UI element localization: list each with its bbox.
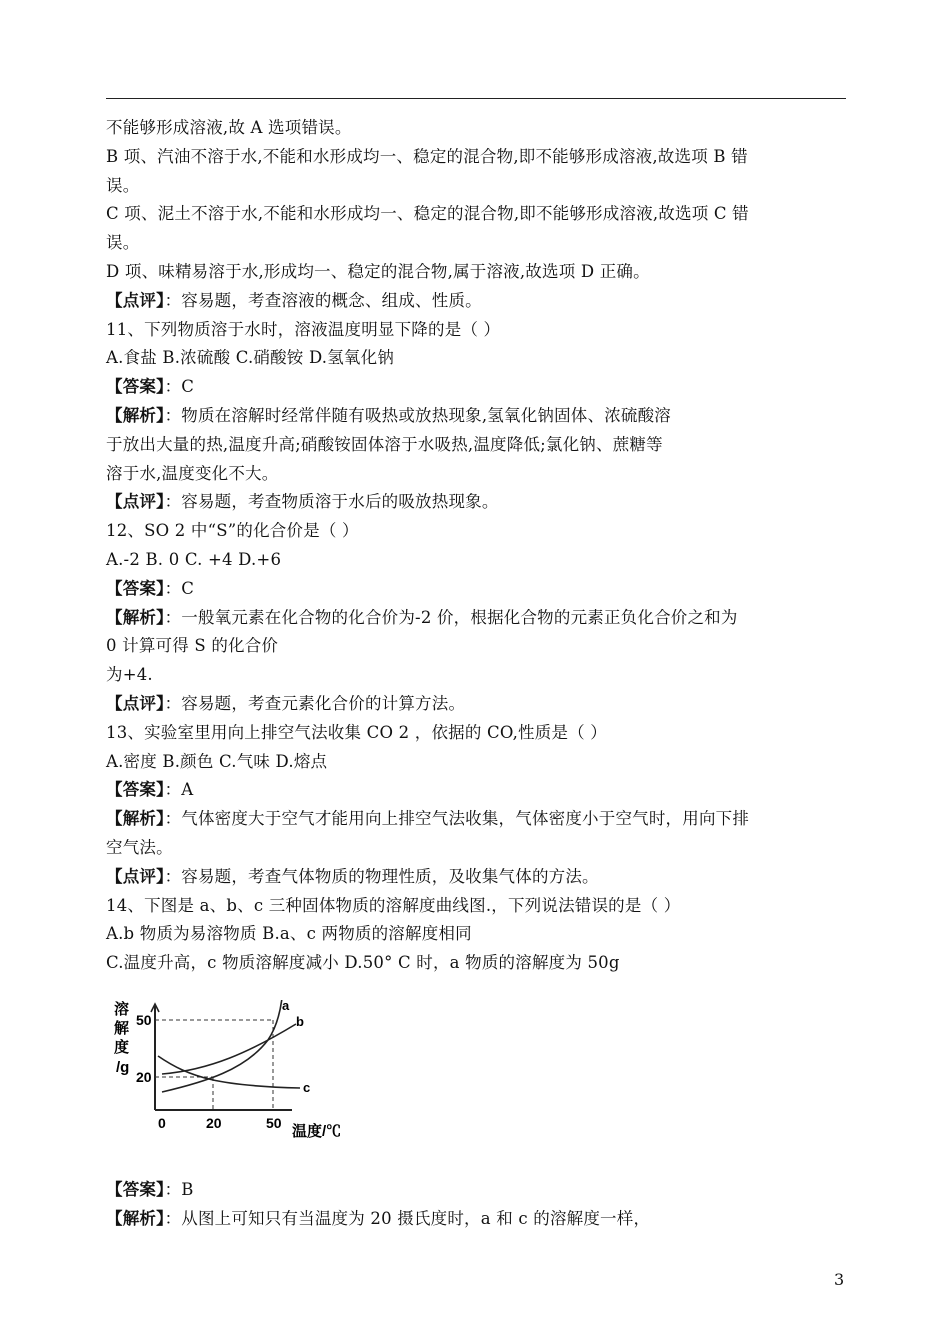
text-line: 误。 [106,233,140,253]
section-text: ：物质在溶解时经常伴随有吸热或放热现象,氢氧化钠固体、浓硫酸溶 [164,405,672,425]
section-text: ：容易题，考查溶液的概念、组成、性质。 [164,290,482,310]
section-text: ：C [164,578,195,598]
section-label: 【解析】 [106,1208,165,1228]
section-label: 【点评】 [106,492,165,512]
section-label: 【解析】 [106,809,165,829]
y-label-1: 溶 [114,1001,130,1018]
curve-b [162,1024,296,1074]
text-line: 溶于水,温度变化不大。 [106,463,279,483]
page-number: 3 [834,1270,845,1289]
curve-a [162,1000,282,1092]
section-label: 【解析】 [106,405,165,425]
curve-label-a: a [282,1000,290,1013]
text-line [106,604,848,633]
section-text: ：B [164,1180,194,1199]
curve-label-c: c [303,1080,311,1095]
text-line [106,690,848,719]
curve-label-b: b [296,1014,304,1029]
section-text: ：一般氧元素在化合物的化合价为-2 价，根据化合物的元素正负化合价之和为 [164,607,738,627]
section-text: ：从图上可知只有当温度为 20 摄氏度时，a 和 c 的溶解度一样， [164,1208,651,1228]
text-line: A.-2 B. 0 C. +4 D.+6 [106,549,282,569]
section-label: 【点评】 [106,866,165,886]
section-label: 【点评】 [106,693,165,713]
text-line: 11、下列物质溶于水时，溶液温度明显下降的是（ ） [106,319,501,339]
body-text [106,114,848,978]
text-line: 不能够形成溶液,故 A 选项错误。 [106,118,352,137]
section-label: 【答案】 [106,578,165,598]
text-line: 13、实验室里用向上排空气法收集 CO 2 ，依据的 CO,性质是（ ） [106,722,607,742]
text-line [106,488,848,517]
text-line [106,805,848,834]
text-line [106,776,848,805]
section-label: 【答案】 [106,1180,165,1199]
text-line [106,1205,848,1234]
y-label-4: /g [116,1059,130,1076]
section-text: ：容易题，考查气体物质的物理性质，及收集气体的方法。 [164,866,599,886]
text-line: 于放出大量的热,温度升高;硝酸铵固体溶于水吸热,温度降低;氯化钠、蔗糖等 [106,434,663,454]
section-label: 【答案】 [106,780,165,800]
xtick-50: 50 [266,1115,282,1131]
text-line: 0 计算可得 S 的化合价 [106,636,279,656]
body-text-continued [106,1176,848,1234]
text-line: 12、SO 2 中“S”的化合价是（ ） [106,521,359,541]
section-label: 【答案】 [106,377,165,397]
text-line: 为+4. [106,665,153,685]
section-text: ：容易题，考查物质溶于水后的吸放热现象。 [164,492,499,512]
text-line [106,402,848,431]
section-text: ：容易题，考查元素化合价的计算方法。 [164,693,466,713]
ytick-20: 20 [136,1069,152,1085]
xtick-20: 20 [206,1115,222,1131]
section-text: ：C [164,377,195,397]
text-line [106,373,848,402]
y-label-3: 度 [114,1039,130,1056]
text-line: 误。 [106,175,140,195]
text-line: C.温度升高，c 物质溶解度减小 D.50° C 时，a 物质的溶解度为 50g [106,953,620,973]
solubility-chart [110,1000,370,1140]
section-label: 【点评】 [106,290,165,310]
text-line: A.密度 B.颜色 C.气味 D.熔点 [106,751,328,771]
x-axis-label: 温度/℃ [292,1123,342,1140]
text-line: 空气法。 [106,837,173,857]
text-line [106,287,848,316]
section-text: ：气体密度大于空气才能用向上排空气法收集，气体密度小于空气时，用向下排 [164,809,750,829]
y-label-2: 解 [114,1020,130,1037]
text-line: A.食盐 B.浓硫酸 C.硝酸铵 D.氢氧化钠 [106,348,395,368]
solubility-curve-figure [110,1000,370,1140]
header-rule [106,98,846,99]
text-line [106,863,848,892]
origin-label: 0 [158,1115,166,1131]
text-line: A.b 物质为易溶物质 B.a、c 两物质的溶解度相同 [106,924,472,944]
section-text: ：A [164,780,194,800]
text-line [106,575,848,604]
text-line [106,1176,848,1205]
text-line: B 项、汽油不溶于水,不能和水形成均一、稳定的混合物,即不能够形成溶液,故选项 B 错 [106,146,748,166]
text-line: D 项、味精易溶于水,形成均一、稳定的混合物,属于溶液,故选项 D 正确。 [106,261,650,281]
section-label: 【解析】 [106,607,165,627]
text-line: C 项、泥土不溶于水,不能和水形成均一、稳定的混合物,即不能够形成溶液,故选项 C 错 [106,204,749,224]
ytick-50: 50 [136,1012,152,1028]
text-line: 14、下图是 a、b、c 三种固体物质的溶解度曲线图.，下列说法错误的是（ ） [106,895,681,915]
